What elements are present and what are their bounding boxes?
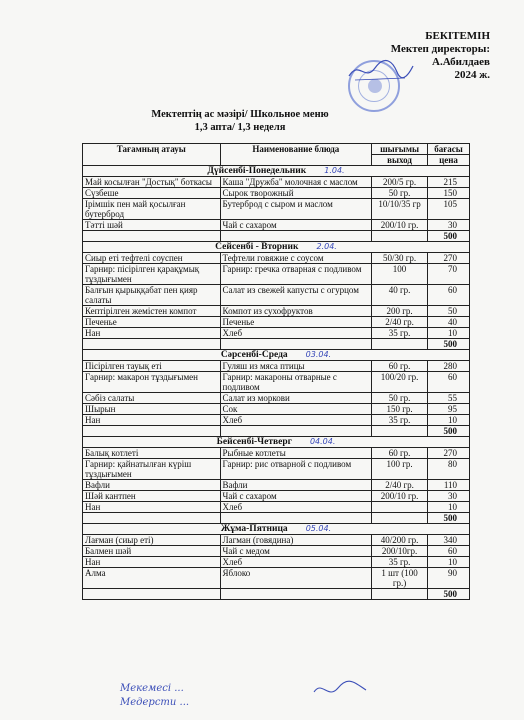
dish-price: 150 — [428, 188, 470, 199]
menu-title-line2: 1,3 апта/ 1,3 неделя — [194, 122, 286, 133]
handwritten-line2: Медерсти ... — [120, 697, 190, 708]
day-title: Жұма-Пятница — [220, 524, 288, 534]
menu-title-line1: Мектептің ас мәзірі/ Школьное меню — [151, 109, 329, 120]
day-header-row — [83, 524, 470, 535]
dish-price: 270 — [428, 448, 470, 459]
dish-yield: 2/40 гр. — [372, 480, 428, 491]
dish-ru-name: Рыбные котлеты — [220, 448, 372, 459]
day-date: 2.04. — [316, 242, 337, 251]
table-header-row — [83, 144, 470, 155]
approval-year: 2024 ж. — [454, 69, 490, 81]
dish-kz-name: Сәбіз салаты — [83, 393, 221, 404]
dish-kz-name: Сиыр еті тефтелі соуспен — [83, 253, 221, 264]
dish-price: 10 — [428, 328, 470, 339]
dish-price: 30 — [428, 220, 470, 231]
day-total-row — [83, 426, 470, 437]
table-row — [83, 404, 470, 415]
dish-ru-name: Лагман (говядина) — [220, 535, 372, 546]
dish-yield: 200 гр. — [372, 306, 428, 317]
table-row — [83, 361, 470, 372]
table-row — [83, 459, 470, 480]
total-empty-cell — [83, 513, 221, 524]
dish-ru-name: Салат из свежей капусты с огурцом — [220, 285, 372, 306]
header-kz-name: Тағамның атауы — [83, 144, 221, 166]
bottom-signature-icon — [310, 678, 370, 702]
dish-price: 215 — [428, 177, 470, 188]
total-empty-cell — [220, 589, 372, 600]
day-header-row — [83, 166, 470, 177]
dish-ru-name: Сок — [220, 404, 372, 415]
total-empty-cell — [372, 426, 428, 437]
director-signature-icon — [345, 56, 415, 84]
dish-ru-name: Чай с медом — [220, 546, 372, 557]
dish-yield: 35 гр. — [372, 328, 428, 339]
dish-kz-name: Нан — [83, 415, 221, 426]
dish-price: 40 — [428, 317, 470, 328]
dish-ru-name: Хлеб — [220, 415, 372, 426]
dish-yield: 1 шт (100 гр.) — [372, 568, 428, 589]
table-row — [83, 491, 470, 502]
dish-price: 110 — [428, 480, 470, 491]
header-yield-bottom: выход — [372, 155, 428, 166]
day-title: Сәрсенбі-Среда — [220, 350, 288, 360]
table-row — [83, 177, 470, 188]
dish-ru-name: Гарнир: макароны отварные с подливом — [220, 372, 372, 393]
day-title-cell — [83, 242, 470, 253]
dish-price: 55 — [428, 393, 470, 404]
day-date: 03.04. — [305, 350, 332, 359]
total-empty-cell — [220, 231, 372, 242]
total-empty-cell — [372, 513, 428, 524]
dish-kz-name: Нан — [83, 502, 221, 513]
table-row — [83, 568, 470, 589]
day-total-row — [83, 231, 470, 242]
dish-price: 60 — [428, 546, 470, 557]
dish-ru-name: Гарнир: гречка отварная с подливом — [220, 264, 372, 285]
dish-ru-name: Яблоко — [220, 568, 372, 589]
dish-yield: 50 гр. — [372, 188, 428, 199]
dish-ru-name: Хлеб — [220, 557, 372, 568]
dish-yield: 200/10гр. — [372, 546, 428, 557]
header-ru-name: Наименование блюда — [220, 144, 372, 166]
dish-kz-name: Шәй кантпен — [83, 491, 221, 502]
day-header-row — [83, 437, 470, 448]
total-empty-cell — [372, 589, 428, 600]
dish-ru-name: Вафли — [220, 480, 372, 491]
dish-ru-name: Салат из моркови — [220, 393, 372, 404]
dish-kz-name: Нан — [83, 328, 221, 339]
dish-yield: 200/10 гр. — [372, 491, 428, 502]
table-row — [83, 480, 470, 491]
day-title-cell — [83, 524, 470, 535]
day-total-row — [83, 339, 470, 350]
dish-price: 70 — [428, 264, 470, 285]
header-yield-top: шығымы — [372, 144, 428, 155]
dish-kz-name: Балғын қырыққабат пен қияр салаты — [83, 285, 221, 306]
table-row — [83, 220, 470, 231]
table-row — [83, 199, 470, 220]
dish-yield: 50/30 гр. — [372, 253, 428, 264]
dish-price: 90 — [428, 568, 470, 589]
day-title: Бейсенбі-Четверг — [216, 437, 292, 447]
approval-director-name: А.Абилдаев — [432, 56, 490, 68]
dish-ru-name: Бутерброд с сыром и маслом — [220, 199, 372, 220]
day-title-cell — [83, 350, 470, 361]
table-row — [83, 393, 470, 404]
day-date: 05.04. — [305, 524, 332, 533]
dish-kz-name: Лағман (сиыр еті) — [83, 535, 221, 546]
day-total: 500 — [428, 426, 470, 437]
dish-yield: 40/200 гр. — [372, 535, 428, 546]
total-empty-cell — [372, 339, 428, 350]
table-row — [83, 328, 470, 339]
dish-price: 60 — [428, 285, 470, 306]
dish-price: 270 — [428, 253, 470, 264]
total-empty-cell — [220, 426, 372, 437]
handwritten-line1: Мекемесі ... — [120, 683, 184, 694]
total-empty-cell — [220, 339, 372, 350]
day-title-cell — [83, 166, 470, 177]
dish-ru-name: Компот из сухофруктов — [220, 306, 372, 317]
dish-ru-name: Тефтели говяжие с соусом — [220, 253, 372, 264]
day-total-row — [83, 589, 470, 600]
dish-ru-name: Чай с сахаром — [220, 220, 372, 231]
table-row — [83, 502, 470, 513]
dish-price: 95 — [428, 404, 470, 415]
dish-ru-name: Гарнир: рис отварной с подливом — [220, 459, 372, 480]
day-title: Дүйсенбі-Понедельник — [207, 166, 307, 176]
dish-kz-name: Кептірілген жемістен компот — [83, 306, 221, 317]
dish-yield: 40 гр. — [372, 285, 428, 306]
dish-price: 10 — [428, 415, 470, 426]
dish-yield: 35 гр. — [372, 415, 428, 426]
approval-heading: БЕКІТЕМІН — [425, 30, 490, 42]
dish-kz-name: Пісірілген тауық еті — [83, 361, 221, 372]
dish-yield: 150 гр. — [372, 404, 428, 415]
dish-yield: 60 гр. — [372, 361, 428, 372]
dish-kz-name: Балмен шәй — [83, 546, 221, 557]
dish-kz-name: Нан — [83, 557, 221, 568]
dish-yield: 10/10/35 гр — [372, 199, 428, 220]
total-empty-cell — [372, 231, 428, 242]
dish-kz-name: Гарнир: қайнатылған күріш тұздығымен — [83, 459, 221, 480]
dish-kz-name: Ірімшік пен май қосылған бутерброд — [83, 199, 221, 220]
day-title-cell — [83, 437, 470, 448]
dish-kz-name: Шырын — [83, 404, 221, 415]
total-empty-cell — [220, 513, 372, 524]
day-header-row — [83, 350, 470, 361]
day-date: 1.04. — [324, 166, 345, 175]
dish-price: 105 — [428, 199, 470, 220]
day-total: 500 — [428, 513, 470, 524]
table-row — [83, 546, 470, 557]
table-row — [83, 415, 470, 426]
header-price-top: бағасы — [428, 144, 470, 155]
dish-ru-name: Чай с сахаром — [220, 491, 372, 502]
dish-ru-name: Каша "Дружба" молочная с маслом — [220, 177, 372, 188]
dish-kz-name: Гарнир: макарон тұздығымен — [83, 372, 221, 393]
menu-table — [82, 143, 470, 600]
dish-yield: 100 гр. — [372, 459, 428, 480]
header-price-bottom: цена — [428, 155, 470, 166]
dish-yield — [372, 502, 428, 513]
total-empty-cell — [83, 426, 221, 437]
table-row — [83, 188, 470, 199]
day-total: 500 — [428, 339, 470, 350]
table-row — [83, 285, 470, 306]
menu-title — [130, 108, 350, 134]
dish-yield: 2/40 гр. — [372, 317, 428, 328]
dish-price: 280 — [428, 361, 470, 372]
table-row — [83, 535, 470, 546]
dish-yield: 60 гр. — [372, 448, 428, 459]
approval-position: Мектеп директоры: — [390, 43, 490, 55]
table-row — [83, 264, 470, 285]
total-empty-cell — [83, 231, 221, 242]
day-header-row — [83, 242, 470, 253]
dish-yield: 100/20 гр. — [372, 372, 428, 393]
table-row — [83, 306, 470, 317]
dish-ru-name: Печенье — [220, 317, 372, 328]
dish-price: 10 — [428, 502, 470, 513]
dish-kz-name: Тәтті шәй — [83, 220, 221, 231]
day-total: 500 — [428, 589, 470, 600]
dish-price: 80 — [428, 459, 470, 480]
dish-kz-name: Вафли — [83, 480, 221, 491]
dish-kz-name: Гарнир: пісірілген қарақұмық тұздығымен — [83, 264, 221, 285]
day-total: 500 — [428, 231, 470, 242]
dish-ru-name: Сырок творожный — [220, 188, 372, 199]
dish-kz-name: Май косылған "Достық" боткасы — [83, 177, 221, 188]
day-total-row — [83, 513, 470, 524]
day-title: Сейсенбі - Вторник — [215, 242, 299, 252]
dish-yield: 200/10 гр. — [372, 220, 428, 231]
table-row — [83, 448, 470, 459]
dish-ru-name: Гуляш из мяса птицы — [220, 361, 372, 372]
dish-ru-name: Хлеб — [220, 502, 372, 513]
total-empty-cell — [83, 589, 221, 600]
dish-kz-name: Алма — [83, 568, 221, 589]
dish-yield: 50 гр. — [372, 393, 428, 404]
dish-yield: 100 — [372, 264, 428, 285]
dish-price: 30 — [428, 491, 470, 502]
total-empty-cell — [83, 339, 221, 350]
dish-price: 50 — [428, 306, 470, 317]
dish-ru-name: Хлеб — [220, 328, 372, 339]
dish-price: 340 — [428, 535, 470, 546]
dish-kz-name: Печенье — [83, 317, 221, 328]
table-row — [83, 317, 470, 328]
dish-kz-name: Сүзбеше — [83, 188, 221, 199]
dish-yield: 35 гр. — [372, 557, 428, 568]
day-date: 04.04. — [309, 437, 336, 446]
table-row — [83, 372, 470, 393]
dish-price: 10 — [428, 557, 470, 568]
table-row — [83, 253, 470, 264]
table-row — [83, 557, 470, 568]
dish-kz-name: Балық котлеті — [83, 448, 221, 459]
dish-price: 60 — [428, 372, 470, 393]
dish-yield: 200/5 гр. — [372, 177, 428, 188]
